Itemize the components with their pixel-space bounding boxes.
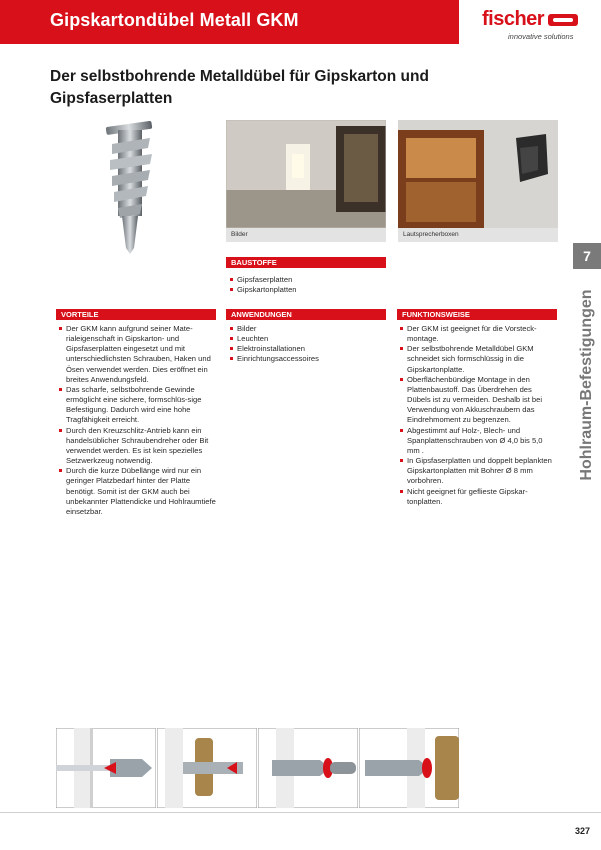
chapter-title: [574, 272, 600, 497]
list-item: Der GKM kann aufgrund seiner Mate-rialeigenschaft in Gipskarton- und Gipsfaserplatten eingesetzt und mit unterschiedlichsten Schrauben, Haken und Ösen verwendet werden. Dies eröffnet ein breites Anwendungsfeld.: [58, 324, 216, 385]
install-step-3-image: [258, 728, 358, 808]
chapter-tab: 7: [573, 243, 601, 269]
list-item: Nicht geeignet für geflieste Gipskar-tonplatten.: [399, 487, 557, 507]
list-item: Einrichtungsaccessoires: [229, 354, 385, 364]
list-item: Elektroinstallationen: [229, 344, 385, 354]
brand-name: fischer: [482, 8, 545, 30]
anwendungen-heading: ANWENDUNGEN: [226, 309, 386, 320]
list-item: Das scharfe, selbstbohrende Gewinde ermöglicht eine sichere, formschlüs-sige Befestigung. Dadurch wird eine hohe Tragfähigkeit erreicht.: [58, 385, 216, 426]
list-item: Abgestimmt auf Holz-, Blech- und Spanplattenschrauben von Ø 4,0 bis 5,0 mm .: [399, 426, 557, 456]
list-item: Bilder: [229, 324, 385, 334]
photo-bilder-caption: Bilder: [226, 228, 386, 242]
anwendungen-list: [229, 324, 385, 365]
funktionsweise-list: [399, 324, 557, 507]
baustoffe-list: [229, 275, 385, 295]
list-item: Durch die kurze Dübellänge wird nur ein geringer Platzbedarf hinter der Platte benötigt. Somit ist der GKM auch bei unbekannter Plattendicke und Hohlraumtiefe einsetzbar.: [58, 466, 216, 517]
list-item: Der selbstbohrende Metalldübel GKM schneidet sich formschlüssig in die Gipskartonplatte.: [399, 344, 557, 374]
brand-tagline: innovative solutions: [508, 32, 574, 41]
footer-divider: [0, 812, 601, 813]
subtitle: Der selbstbohrende Metalldübel für Gipskarton und Gipsfaserplatten: [50, 68, 429, 107]
brand-mark-icon: [548, 14, 578, 26]
photo-lautsprecherboxen: [398, 120, 558, 242]
vorteile-list: [58, 324, 216, 517]
vorteile-heading: VORTEILE: [56, 309, 216, 320]
install-step-2-image: [157, 728, 257, 808]
install-step-4-image: [359, 728, 459, 808]
page-number: 327: [575, 826, 591, 836]
funktionsweise-heading: FUNKTIONSWEISE: [397, 309, 557, 320]
page-title: Gipskartondübel Metall GKM: [50, 10, 299, 30]
product-anchor-image: [98, 118, 168, 258]
photo-bilder: [226, 120, 386, 242]
baustoffe-heading: BAUSTOFFE: [226, 257, 386, 268]
list-item: Der GKM ist geeignet für die Vorsteck-montage.: [399, 324, 557, 344]
list-item: Gipsfaserplatten: [229, 275, 385, 285]
list-item: Durch den Kreuzschlitz-Antrieb kann ein handelsüblicher Schraubendreher oder Bit verwendet werden. Es ist kein spezielles Setzwerkzeug notwendig.: [58, 426, 216, 467]
photo-lautsprecherboxen-image: [398, 120, 558, 228]
list-item: Gipskartonplatten: [229, 285, 385, 295]
photo-bilder-image: [226, 120, 386, 228]
chapter-title-text: Hohlraum-Befestigungen: [578, 288, 595, 481]
list-item: Leuchten: [229, 334, 385, 344]
install-step-1-image: [56, 728, 156, 808]
photo-lautsprecherboxen-caption: Lautsprecherboxen: [398, 228, 558, 242]
list-item: Oberflächenbündige Montage in den Plattenbaustoff. Das Überdrehen des Dübels ist zu vermeiden. Deshalb ist bei Verwendung von Akkuschraubern das Eindrehmoment zu begrenzen.: [399, 375, 557, 426]
brand-logo: [470, 8, 590, 44]
list-item: In Gipsfaserplatten und doppelt beplankten Gipskartonplatten mit Bohrer Ø 8 mm vorbohren.: [399, 456, 557, 486]
header-bar: [0, 0, 459, 44]
